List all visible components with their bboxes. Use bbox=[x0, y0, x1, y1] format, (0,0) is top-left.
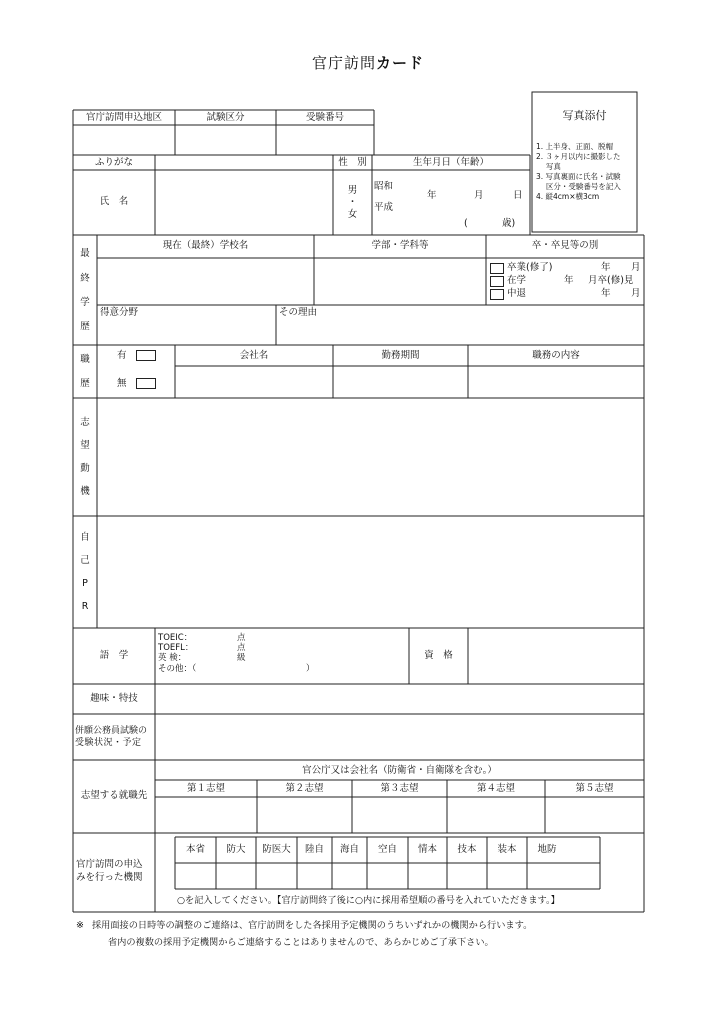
choice-5-header: 第５志望 bbox=[575, 783, 614, 794]
toeic-label: TOEIC： bbox=[158, 633, 193, 643]
choice-3-header: 第３志望 bbox=[380, 783, 419, 794]
age-open: ( bbox=[464, 218, 468, 229]
education-side-char: 終 bbox=[80, 273, 90, 284]
choice-4-field[interactable] bbox=[448, 798, 544, 832]
enrolled-checkbox[interactable] bbox=[490, 276, 504, 287]
specialty-label: 得意分野 bbox=[100, 307, 139, 318]
visited-label-2: みを行った機関 bbox=[76, 872, 143, 883]
withdrawn-label: 中退 bbox=[507, 288, 527, 299]
day-label: 日 bbox=[513, 190, 523, 201]
gender-label: 性 別 bbox=[338, 157, 367, 168]
graduated-checkbox[interactable] bbox=[490, 263, 504, 274]
withdrawn-month: 月 bbox=[631, 288, 641, 299]
footer-note-1: 採用面接の日時等の調整のご連絡は、官庁訪問をした各採用予定機関のうちいずれかの機関から行います。 bbox=[92, 920, 533, 931]
agency-header: 防医大 bbox=[262, 844, 291, 855]
photo-note: 2. ３ヶ月以内に撮影した bbox=[536, 152, 621, 161]
qualification-field[interactable] bbox=[469, 629, 643, 683]
choice-1-header: 第１志望 bbox=[186, 783, 225, 794]
photo-note: 4. 縦4cm×横3cm bbox=[536, 192, 600, 201]
exam-category-field[interactable] bbox=[176, 126, 275, 154]
graduated-year: 年 bbox=[601, 262, 611, 273]
motivation-side-char: 機 bbox=[80, 486, 90, 497]
withdrawn-year: 年 bbox=[601, 288, 611, 299]
name-field[interactable] bbox=[156, 171, 332, 234]
visited-instruction: ○を記入してください。【官庁訪問終了後に○内に採用希望順の番号を入れていただきます。】 bbox=[177, 895, 560, 906]
showa-label: 昭和 bbox=[374, 181, 394, 192]
graduated-month: 月 bbox=[631, 262, 641, 273]
age-close: 歳) bbox=[502, 218, 516, 229]
exam-number-field[interactable] bbox=[277, 126, 373, 154]
photo-note: 区分・受験番号を記入 bbox=[536, 182, 621, 191]
agency-header: 防大 bbox=[226, 844, 246, 855]
photo-note: 写真 bbox=[536, 162, 561, 171]
agency-header: 空自 bbox=[377, 844, 397, 855]
pr-field[interactable] bbox=[98, 517, 643, 627]
furigana-field[interactable] bbox=[156, 156, 332, 169]
work-no-checkbox[interactable] bbox=[136, 378, 156, 389]
school-header: 現在（最終）学校名 bbox=[162, 240, 249, 251]
month-label: 月 bbox=[474, 190, 484, 201]
period-header: 勤務期間 bbox=[381, 350, 420, 361]
other-label: その他：（ bbox=[158, 664, 197, 674]
toefl-label: TOEFL： bbox=[158, 643, 194, 653]
birth-label: 生年月日（年齢） bbox=[412, 157, 489, 168]
hobby-label: 趣味・特技 bbox=[90, 693, 138, 704]
education-side-char: 最 bbox=[80, 248, 90, 259]
photo-note: 3. 写真裏面に氏名・試験 bbox=[536, 172, 621, 181]
other-close: ） bbox=[306, 664, 315, 674]
desired-label: 志望する就職先 bbox=[80, 790, 148, 801]
gender-male[interactable]: 男 bbox=[347, 185, 358, 196]
education-side-char: 学 bbox=[80, 297, 90, 308]
choice-2-header: 第２志望 bbox=[285, 783, 324, 794]
qualification-label: 資 格 bbox=[424, 650, 453, 661]
footer-note-2: 省内の複数の採用予定機関からご連絡することはありませんので、あらかじめご了承下さい。 bbox=[108, 937, 494, 948]
duties-field[interactable] bbox=[469, 367, 643, 397]
area-label: 官庁訪問申込地区 bbox=[85, 112, 162, 123]
motivation-field[interactable] bbox=[98, 399, 643, 515]
pr-side-char: 己 bbox=[80, 555, 90, 566]
agency-header: 情本 bbox=[417, 844, 437, 855]
motivation-side-char: 志 bbox=[80, 417, 90, 428]
pr-side-char: 自 bbox=[80, 532, 90, 543]
motivation-side-char: 動 bbox=[80, 463, 90, 474]
education-side-char: 歴 bbox=[80, 321, 90, 332]
visited-label-1: 官庁訪問の申込 bbox=[76, 859, 143, 870]
withdrawn-checkbox[interactable] bbox=[490, 289, 504, 300]
name-label: 氏 名 bbox=[99, 196, 129, 207]
enrolled-label: 在学 bbox=[507, 275, 527, 286]
grad-status-header: 卒・卒見等の別 bbox=[531, 240, 599, 251]
agency-header: 技本 bbox=[457, 844, 477, 855]
furigana-label: ふりがな bbox=[94, 157, 133, 168]
motivation-side-char: 望 bbox=[80, 440, 90, 451]
reason-label: その理由 bbox=[279, 307, 318, 318]
company-header: 会社名 bbox=[239, 350, 269, 361]
work-side-char: 職 bbox=[80, 354, 90, 365]
pr-side-char: R bbox=[81, 601, 89, 612]
agency-mark-cells[interactable] bbox=[176, 864, 599, 888]
language-label: 語 学 bbox=[99, 650, 129, 661]
concurrent-label-2: 受験状況・予定 bbox=[75, 738, 142, 748]
agency-header: 陸自 bbox=[304, 844, 324, 855]
choice-5-field[interactable] bbox=[546, 798, 643, 832]
concurrent-label-1: 併願公務員試験の bbox=[75, 726, 148, 736]
choice-2-field[interactable] bbox=[258, 798, 351, 832]
work-yes-checkbox[interactable] bbox=[136, 350, 156, 361]
photo-heading: 写真添付 bbox=[562, 109, 607, 122]
reason-field[interactable] bbox=[277, 320, 643, 344]
eiken-unit: 級 bbox=[237, 653, 246, 663]
title-prefix: 官庁訪問 bbox=[312, 54, 377, 72]
agency-header: 装本 bbox=[497, 844, 517, 855]
company-field[interactable] bbox=[176, 367, 332, 397]
period-field[interactable] bbox=[334, 367, 467, 397]
toefl-unit: 点 bbox=[237, 643, 246, 653]
exam-number-label: 受験番号 bbox=[305, 112, 344, 123]
footer-mark: ※ bbox=[76, 920, 84, 931]
exam-category-label: 試験区分 bbox=[206, 112, 245, 123]
enrolled-year: 年 bbox=[564, 275, 574, 286]
agency-header: 地防 bbox=[537, 844, 557, 855]
work-yes-label: 有 bbox=[117, 350, 127, 361]
area-field[interactable] bbox=[74, 126, 174, 154]
agency-header: 海自 bbox=[339, 844, 359, 855]
choice-4-header: 第４志望 bbox=[476, 783, 515, 794]
faculty-field[interactable] bbox=[315, 259, 485, 304]
hobby-field[interactable] bbox=[156, 685, 643, 713]
title-suffix: カード bbox=[376, 54, 425, 72]
specialty-field[interactable] bbox=[98, 320, 275, 344]
work-side-char: 歴 bbox=[80, 378, 90, 389]
year-label: 年 bbox=[427, 190, 437, 201]
gender-dot: ・ bbox=[347, 197, 358, 208]
duties-header: 職務の内容 bbox=[532, 350, 580, 361]
toeic-unit: 点 bbox=[237, 633, 246, 643]
work-no-label: 無 bbox=[117, 378, 127, 389]
org-header: 官公庁又は会社名（防衛省・自衛隊を含む。） bbox=[302, 765, 497, 776]
agency-header: 本省 bbox=[185, 844, 205, 855]
graduated-label: 卒業(修了) bbox=[507, 262, 553, 273]
concurrent-field[interactable] bbox=[156, 715, 643, 759]
eiken-label: 英 検： bbox=[158, 653, 187, 663]
photo-note: 1. 上半身、正面、脱帽 bbox=[536, 142, 614, 151]
gender-female[interactable]: 女 bbox=[347, 209, 358, 220]
enrolled-month: 月卒(修)見 bbox=[588, 275, 634, 286]
choice-1-field[interactable] bbox=[156, 798, 256, 832]
pr-side-char: P bbox=[82, 578, 88, 589]
heisei-label: 平成 bbox=[374, 202, 394, 213]
school-field[interactable] bbox=[98, 259, 313, 304]
choice-3-field[interactable] bbox=[353, 798, 446, 832]
faculty-header: 学部・学科等 bbox=[371, 240, 429, 251]
